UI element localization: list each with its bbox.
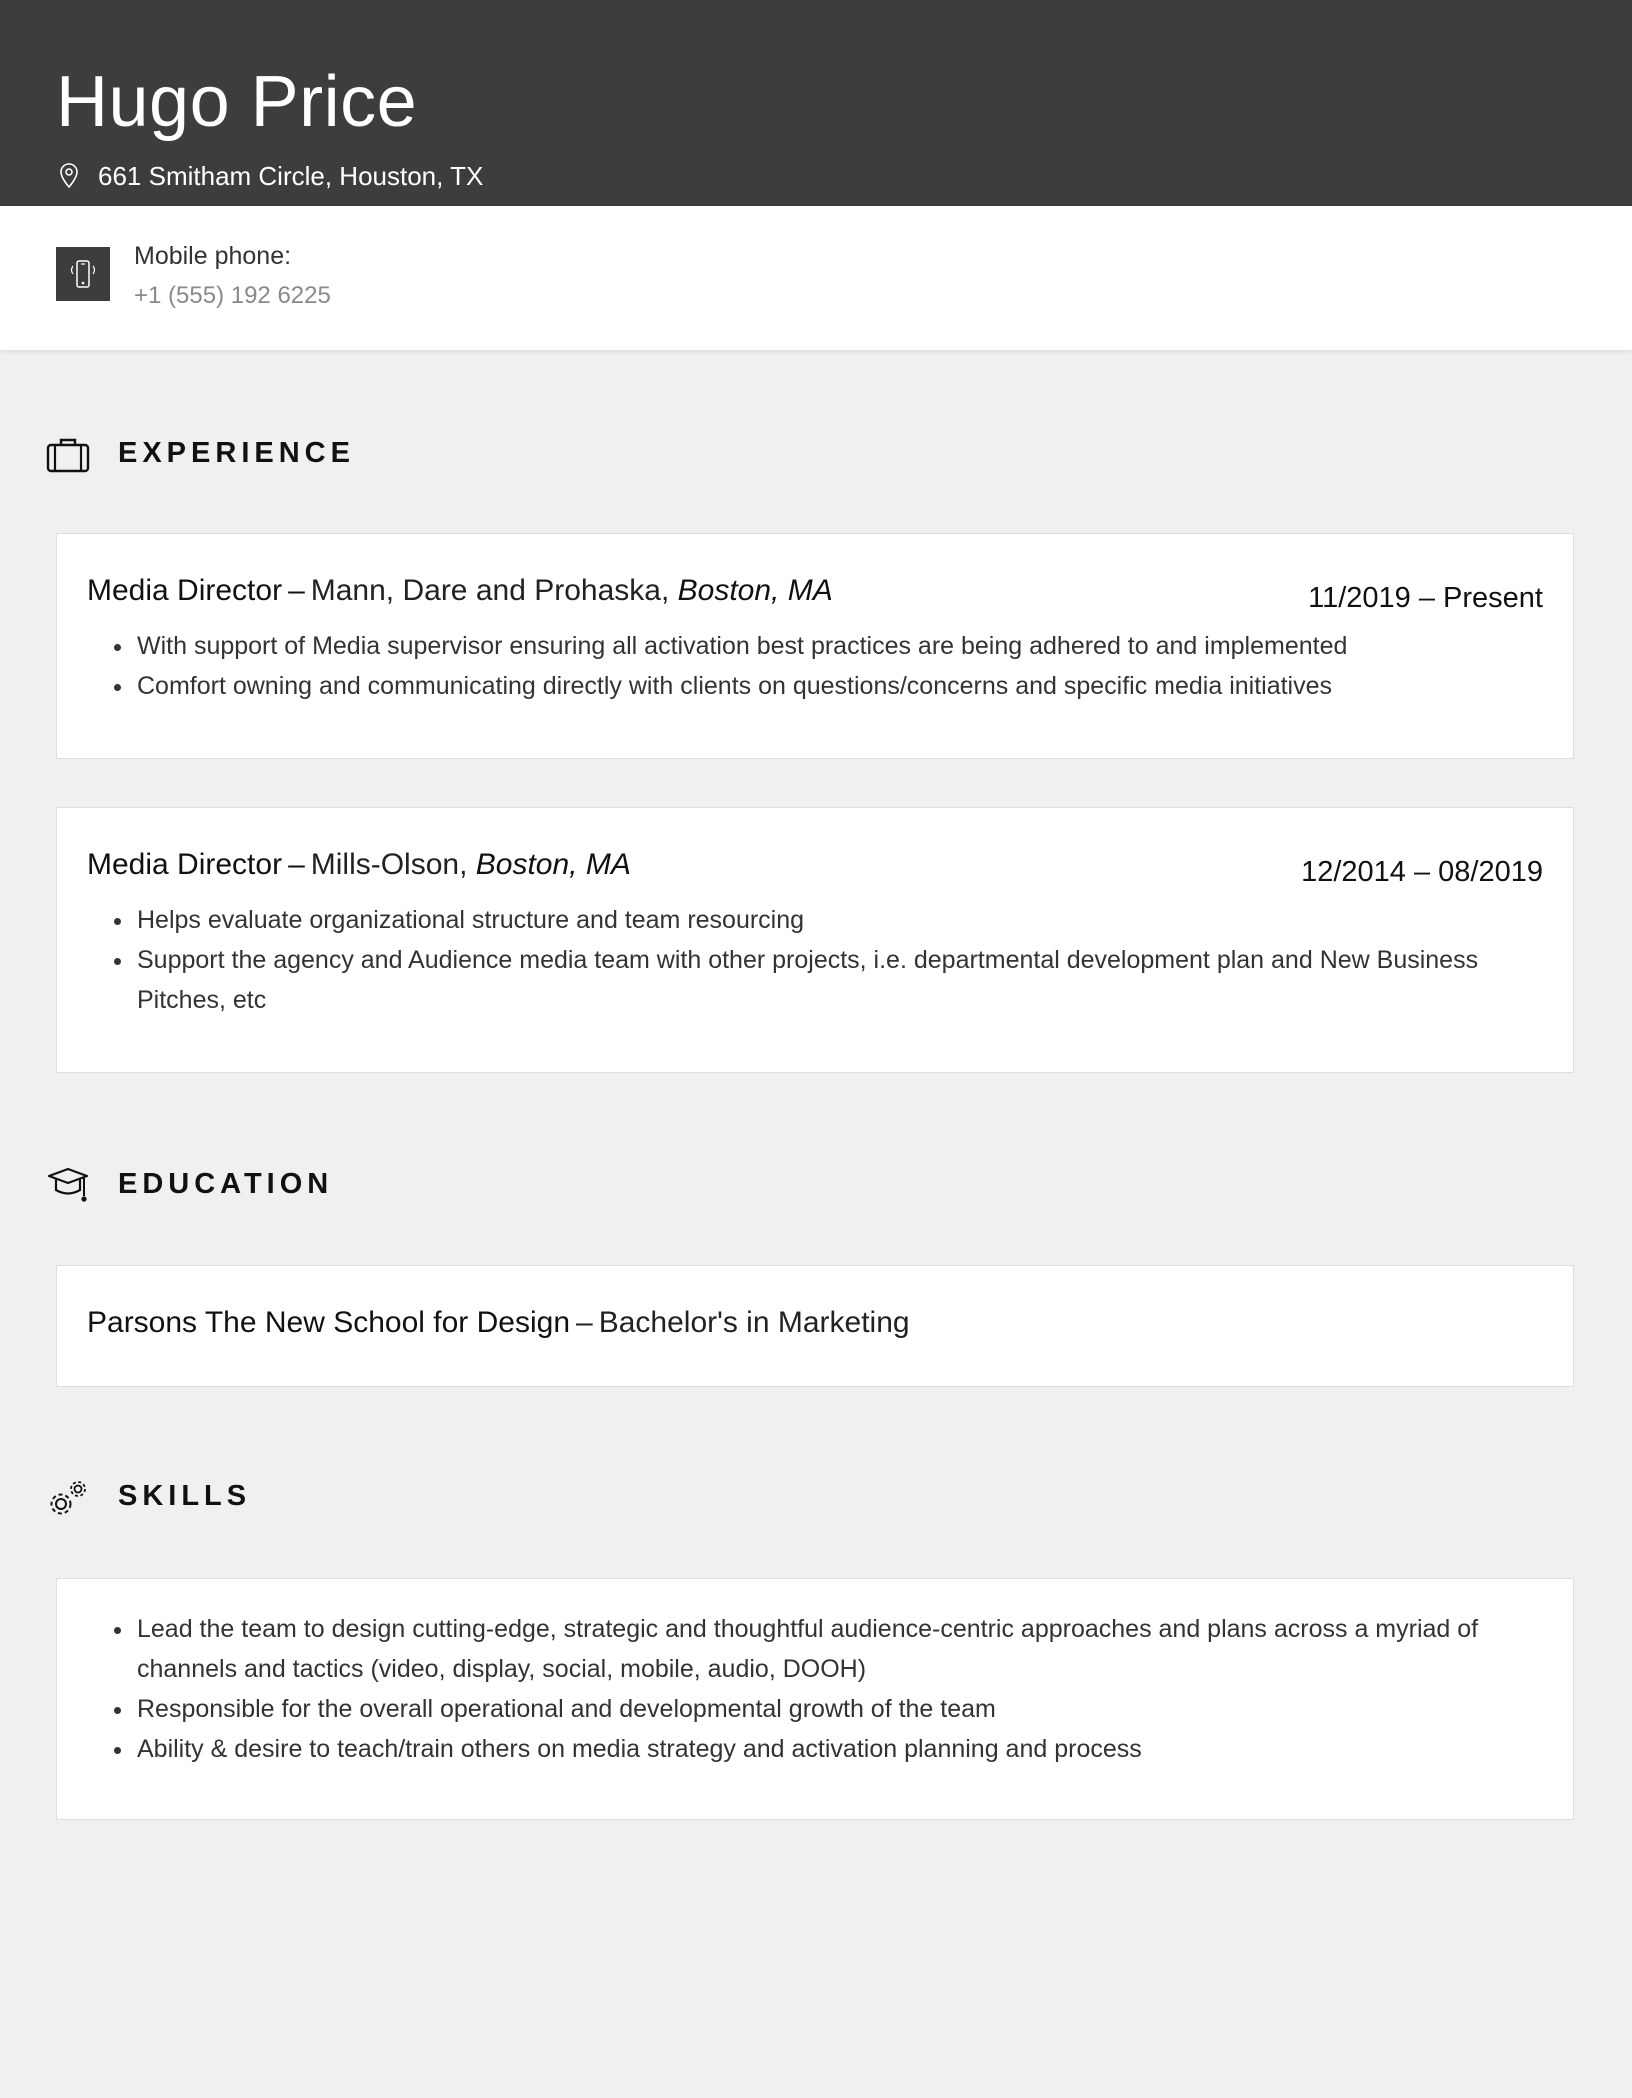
job-heading [87,848,631,882]
list-item: • Lead the team to design cutting-edge, strategic and thoughtful audience-centric approaches and plans across a myriad of channels and tactics (video, display, social, mobile, audio, DOOH) [135,1609,1555,1689]
education-card [56,1265,1574,1387]
job-title: Media Director [87,848,283,881]
graduation-cap-icon [46,1166,90,1206]
degree: Bachelor's in Marketing [598,1306,910,1339]
contact-bar [0,206,1632,350]
list-item: • Responsible for the overall operational and developmental growth of the team [135,1689,1555,1729]
list-item: • Helps evaluate organizational structure and team resourcing [135,900,1555,940]
list-item: • Ability & desire to teach/train others on media strategy and activation planning and process [135,1729,1555,1769]
school-name: Parsons The New School for Design [87,1306,571,1339]
education-title: EDUCATION [118,1168,334,1200]
map-pin-icon [58,162,80,190]
list-item: • Comfort owning and communicating directly with clients on questions/concerns and specific media initiatives [135,666,1347,706]
job-company: Mann, Dare and Prohaska, [310,574,670,607]
address-row [58,160,483,192]
phone-icon-box [56,247,110,301]
experience-heading [46,435,355,475]
skills-heading [46,1478,252,1518]
experience-title: EXPERIENCE [118,437,355,469]
job-title: Media Director [87,574,283,607]
phone-label: Mobile phone: [134,242,292,270]
job-bullets [115,626,1347,706]
phone-number[interactable]: +1 (555) 192 6225 [134,282,331,309]
job-separator: – [288,574,305,607]
job-company: Mills-Olson, [310,848,468,881]
candidate-name: Hugo Price [56,62,418,142]
list-item: • Support the agency and Audience media team with other projects, i.e. departmental development plan and New Business Pitches, etc [135,940,1555,1020]
job-heading [87,574,833,608]
mobile-phone-icon [66,256,100,292]
skills-bullets [115,1609,1555,1769]
job-bullets [115,900,1555,1020]
gears-icon [46,1478,90,1518]
job-dates: 12/2014 – 08/2019 [1301,856,1543,888]
list-item: • With support of Media supervisor ensuring all activation best practices are being adhered to and implemented [135,626,1347,666]
education-entry [87,1306,910,1340]
education-separator: – [576,1306,593,1339]
job-location: Boston, MA [475,848,631,881]
briefcase-icon [46,435,90,475]
education-heading [46,1166,334,1206]
resume-header [0,0,1632,206]
job-card [56,533,1574,759]
address-text: 661 Smitham Circle, Houston, TX [98,160,484,191]
job-location: Boston, MA [677,574,833,607]
job-dates: 11/2019 – Present [1308,582,1543,614]
job-separator: – [288,848,305,881]
skills-title: SKILLS [118,1480,252,1512]
skills-card [56,1578,1574,1820]
job-card [56,807,1574,1073]
